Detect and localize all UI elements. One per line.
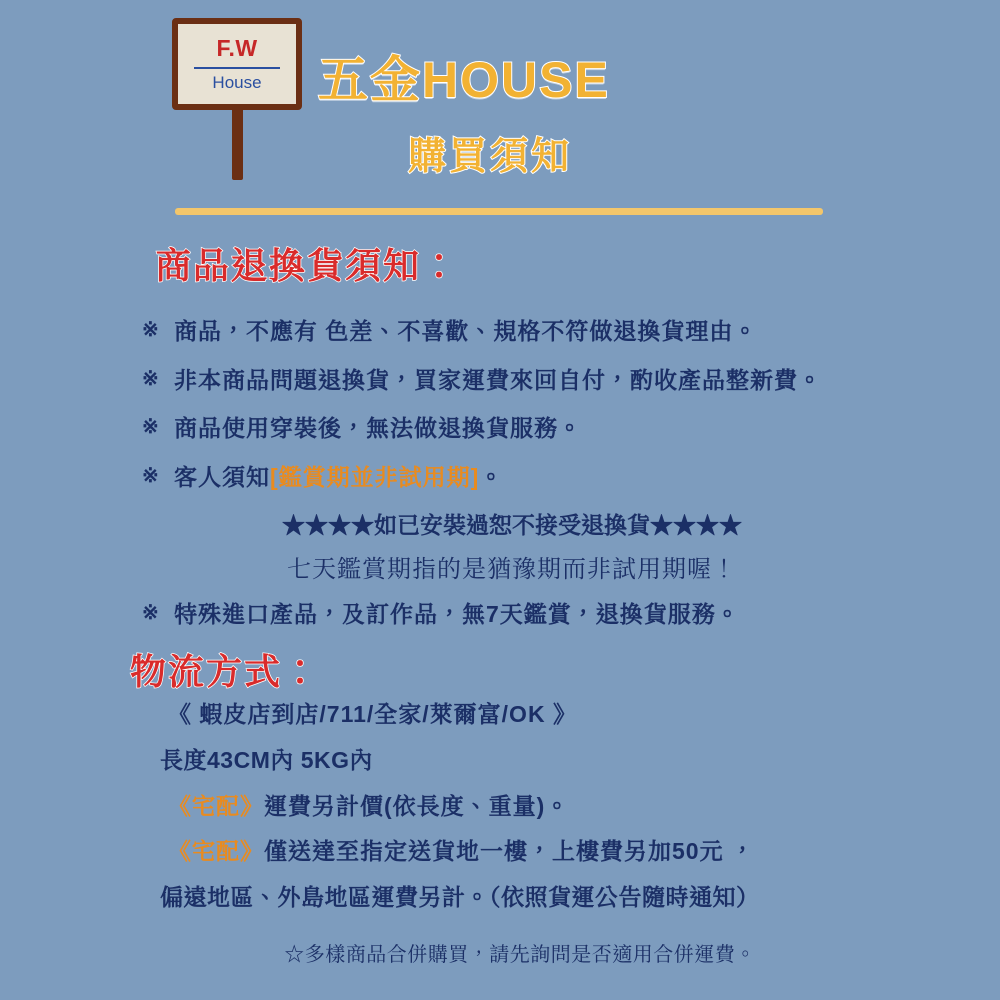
list-item-text: 商品使用穿裝後，無法做退換貨服務。: [174, 415, 582, 442]
list-item-text: 特殊進口產品，及訂作品，無7天鑑賞，退換貨服務。: [174, 600, 740, 627]
shipping-section-title: 物流方式：: [130, 651, 321, 692]
bullet-mark-icon: ※: [142, 367, 160, 390]
list-item: [142, 367, 882, 395]
returns-list: [142, 318, 882, 649]
bullet-mark-icon: ※: [142, 464, 160, 487]
sign-bottom-text: House: [212, 73, 262, 92]
bullet-mark-icon: ※: [142, 416, 160, 439]
sign-post-icon: [232, 108, 243, 180]
home-delivery-fee-text: 運費另計價(依長度、重量)。: [264, 792, 570, 819]
combined-shipping-note: ☆多樣商品合併購買，請先詢問是否適用合併運費。: [284, 944, 756, 966]
list-item-text: 非本商品問題退換貨，買家運費來回自付，酌收產品整新費。: [174, 366, 822, 393]
list-item-text: [174, 464, 882, 492]
home-delivery-floor-line: [160, 837, 880, 866]
list-item: [142, 415, 882, 443]
shipping-list: [160, 700, 880, 966]
poster-header: [0, 0, 1000, 200]
customer-notice-prefix: 客人須知: [174, 463, 270, 490]
home-delivery-tag: 《宅配》: [168, 838, 264, 865]
page-title: 購買須知: [408, 136, 573, 178]
home-delivery-tag: 《宅配》: [168, 792, 264, 819]
sign-top-text: F.W: [216, 35, 258, 61]
header-divider: [175, 208, 823, 215]
returns-section-title: 商品退換貨須知：: [155, 245, 460, 286]
customer-notice-highlight: [鑑賞期並非試用期]: [270, 463, 480, 490]
list-item-text: 商品，不應有 色差、不喜歡、規格不符做退換貨理由。: [174, 318, 758, 344]
seven-day-line: [142, 556, 882, 585]
stars-warning-text: ★★★★如已安裝過恕不接受退換貨★★★★: [282, 512, 742, 539]
shipping-channels-line: 《 蝦皮店到店/711/全家/萊爾富/OK 》: [168, 701, 577, 727]
list-item: [142, 318, 882, 346]
seven-day-text: 七天鑑賞期指的是猶豫期而非試用期喔！: [287, 555, 737, 583]
list-item-customer-notice: [142, 464, 882, 492]
sign-divider: [194, 67, 280, 69]
remote-area-line: 偏遠地區、外島地區運費另計。（依照貨運公告隨時通知）: [160, 884, 760, 910]
shipping-size-limit-line: 長度43CM內 5KG內: [160, 746, 374, 773]
brand-title: 五金HOUSE: [318, 52, 610, 108]
bullet-mark-icon: ※: [142, 319, 160, 341]
customer-notice-suffix: 。: [479, 463, 504, 490]
stars-warning-line: [142, 512, 882, 540]
shop-sign-logo: [172, 18, 302, 110]
home-delivery-fee-line: [160, 792, 880, 821]
bullet-mark-icon: ※: [142, 601, 160, 624]
home-delivery-floor-text: 僅送達至指定送貨地一樓，上樓費另加50元 ，: [264, 838, 755, 865]
list-item-special-import: [142, 601, 882, 629]
